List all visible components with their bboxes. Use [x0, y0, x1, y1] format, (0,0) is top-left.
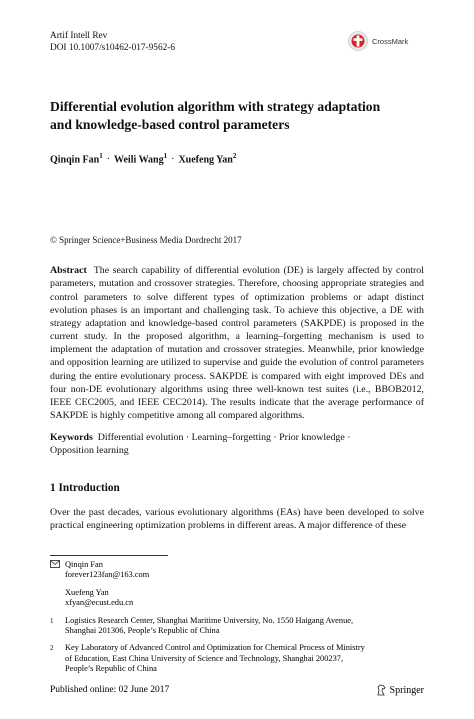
affiliation-text: of Education, East China University of Science and Technology, Shanghai 200237, [65, 653, 344, 663]
author-email[interactable]: xfyan@ecust.edu.cn [65, 598, 134, 608]
crossmark-icon [348, 31, 368, 51]
publisher-logo [376, 684, 424, 696]
keywords-label: Keywords [50, 432, 93, 444]
affiliation-mark: 2 [50, 644, 54, 653]
crossmark-badge[interactable] [348, 30, 438, 52]
abstract [50, 264, 424, 422]
title-line: and knowledge-based control parameters [50, 117, 290, 132]
crossmark-label: CrossMark [372, 36, 409, 46]
paper-title [50, 98, 424, 134]
affiliation-text: People’s Republic of China [65, 664, 157, 674]
author-affiliation-mark: 1 [99, 152, 103, 160]
keywords [50, 431, 424, 457]
affiliation-mark: 1 [50, 616, 54, 625]
envelope-icon [50, 560, 65, 581]
author-separator: · [171, 154, 175, 166]
abstract-text: The search capability of differential evolution (DE) is largely affected by control parameters, mutation and crossover strategies. Therefore, choosing appropriate strategies and control parameters to solve different types of optimization problems or adapt distinct evolution phases is an important and challenging task. To achieve this objective, a DE with strategy adaptation and knowledge-based control parameters (SAKPDE) is proposed in the current study. In the proposed algorithm, a learning–forgetting mechanism is used to implement the adaptation of mutation and crossover strategies. Meanwhile, prior knowledge and opposition learning are utilized to supervise and guide the evolution of control parameters during the entire evolutionary process. SAKPDE is compared with eight improved DEs and four non-DE evolutionary algorithms using three well-known test suites (i.e., BBOB2012, IEEE CEC2005, and IEEE CEC2014). The results indicate that the average performance of SAKPDE is highly competitive among all compared algorithms. [50, 265, 424, 422]
author-email[interactable]: forever123fan@163.com [65, 570, 150, 580]
page-footer [50, 684, 424, 696]
footnote-divider [50, 555, 168, 556]
author-name[interactable]: Weili Wang [114, 154, 164, 166]
author-name[interactable]: Qinqin Fan [50, 154, 100, 166]
corresponding-author-name: Xuefeng Yan [65, 587, 109, 597]
publication-date: Published online: 02 June 2017 [50, 685, 170, 695]
affiliation-1 [50, 616, 430, 637]
abstract-label: Abstract [50, 265, 87, 277]
footnotes [50, 560, 430, 675]
author-name[interactable]: Xuefeng Yan [178, 154, 233, 166]
corresponding-author-name: Qinqin Fan [65, 560, 103, 569]
publisher-name: Springer [389, 684, 424, 696]
author-affiliation-mark: 1 [163, 152, 168, 160]
author-list [50, 149, 424, 167]
journal-name: Artif Intell Rev [50, 31, 108, 41]
affiliation-text: Key Laboratory of Advanced Control and Optimization for Chemical Process of Ministry [65, 643, 365, 653]
affiliation-2 [50, 643, 430, 674]
section-heading: 1 Introduction [50, 481, 120, 494]
section-body: Over the past decades, various evolutionary algorithms (EAs) have been developed to solve practical engineering optimization problems in different areas. A major difference of these [50, 506, 424, 531]
doi-link[interactable]: DOI 10.1007/s10462-017-9562-6 [50, 43, 175, 53]
author-affiliation-mark: 2 [232, 152, 237, 160]
copyright-notice: © Springer Science+Business Media Dordrecht 2017 [50, 235, 242, 246]
affiliation-text: Logistics Research Center, Shanghai Maritime University, No. 1550 Haigang Avenue, [65, 615, 354, 625]
title-line: Differential evolution algorithm with strategy adaptation [50, 99, 381, 114]
affiliation-text: Shanghai 201306, People’s Republic of China [65, 626, 220, 636]
springer-horse-icon [376, 684, 387, 696]
keywords-text: Opposition learning [50, 445, 129, 457]
author-separator: · [106, 154, 111, 166]
keywords-text: Differential evolution · Learning–forgetting · Prior knowledge · [97, 432, 351, 444]
